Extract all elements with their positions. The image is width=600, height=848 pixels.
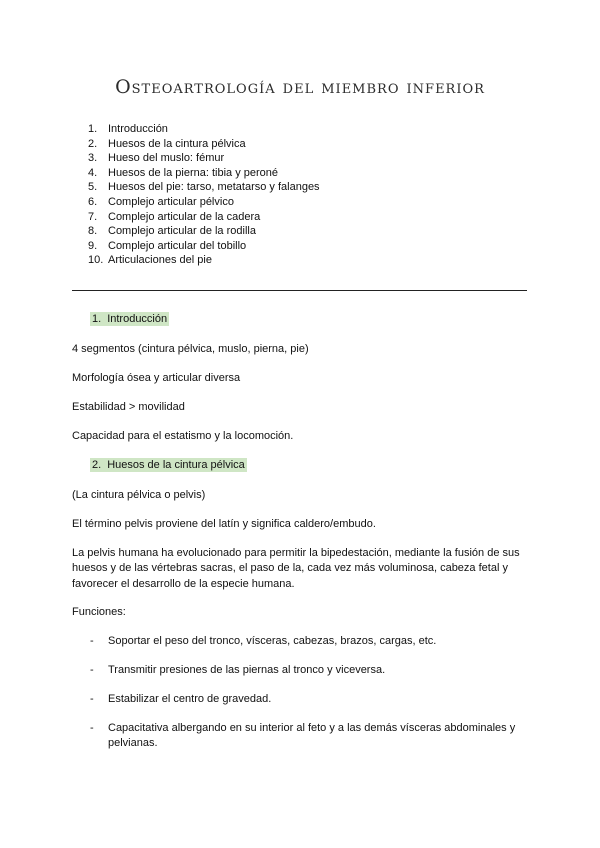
highlighted-heading — [90, 312, 169, 326]
toc-item — [88, 210, 320, 225]
paragraph: Morfología ósea y articular diversa — [72, 372, 241, 384]
paragraph: El término pelvis proviene del latín y significa caldero/embudo. — [72, 518, 376, 530]
toc-label: Hueso del muslo: fémur — [108, 152, 225, 165]
toc-item — [88, 180, 320, 195]
list-item — [90, 692, 530, 707]
paragraph: Funciones: — [72, 606, 126, 618]
table-of-contents — [88, 122, 320, 268]
toc-item — [88, 224, 320, 239]
toc-number: 3. — [88, 152, 98, 165]
paragraph: Estabilidad > movilidad — [72, 401, 185, 413]
bullet-marker: - — [90, 664, 94, 676]
toc-number: 1. — [88, 123, 98, 135]
section-title: Huesos de la cintura pélvica — [107, 459, 245, 471]
toc-item — [88, 122, 320, 137]
paragraph: (La cintura pélvica o pelvis) — [72, 489, 206, 501]
list-item — [90, 721, 530, 752]
toc-number: 8. — [88, 225, 98, 238]
toc-item — [88, 195, 320, 210]
toc-number: 2. — [88, 137, 98, 150]
bullet-text: Capacitativa albergando en su interior al feto y a las demás vísceras abdominales y pelvianas. — [108, 722, 516, 750]
toc-item — [88, 253, 320, 268]
toc-item — [88, 151, 320, 166]
highlighted-heading — [90, 458, 247, 472]
toc-label: Complejo articular pélvico — [108, 195, 234, 208]
bullet-marker: - — [90, 722, 94, 734]
section-number: 1. — [92, 313, 102, 325]
toc-label: Complejo articular de la rodilla — [108, 225, 256, 238]
toc-number: 4. — [88, 166, 98, 179]
horizontal-divider — [72, 290, 527, 291]
toc-label: Huesos de la pierna: tibia y peroné — [108, 166, 278, 179]
list-item — [90, 634, 530, 649]
toc-item — [88, 239, 320, 254]
toc-label: Huesos del pie: tarso, metatarso y falanges — [108, 181, 320, 194]
toc-label: Complejo articular del tobillo — [108, 239, 247, 252]
bullet-text: Soportar el peso del tronco, vísceras, cabezas, brazos, cargas, etc. — [108, 635, 437, 647]
toc-number: 10. — [88, 254, 104, 267]
toc-item — [88, 137, 320, 152]
bullet-marker: - — [90, 693, 94, 705]
section-number: 2. — [92, 459, 102, 471]
paragraph: La pelvis humana ha evolucionado para permitir la bipedestación, mediante la fusión de sus huesos y de las vértebras sacras, el paso de la, cada vez más voluminosa, cabeza fetal y favorecer el desarrollo de la especie humana. — [72, 547, 520, 590]
toc-item — [88, 166, 320, 181]
bullet-text: Estabilizar el centro de gravedad. — [108, 693, 272, 705]
bullet-text: Transmitir presiones de las piernas al tronco y viceversa. — [108, 664, 386, 676]
toc-number: 6. — [88, 195, 98, 208]
bullet-marker: - — [90, 635, 94, 647]
toc-label: Articulaciones del pie — [108, 254, 212, 267]
paragraph: 4 segmentos (cintura pélvica, muslo, pierna, pie) — [72, 343, 309, 355]
toc-label: Huesos de la cintura pélvica — [108, 137, 246, 150]
paragraph: Capacidad para el estatismo y la locomoción. — [72, 430, 294, 442]
toc-number: 5. — [88, 181, 98, 194]
toc-number: 7. — [88, 210, 98, 223]
toc-label: Complejo articular de la cadera — [108, 210, 261, 223]
section-title: Introducción — [107, 313, 168, 325]
page-title: Osteoartrología del miembro inferior — [115, 76, 485, 98]
toc-number: 9. — [88, 239, 98, 252]
section-heading-introduccion — [90, 313, 169, 325]
toc-label: Introducción — [108, 123, 168, 135]
list-item — [90, 663, 530, 678]
section-heading-cintura-pelvica — [90, 459, 247, 471]
